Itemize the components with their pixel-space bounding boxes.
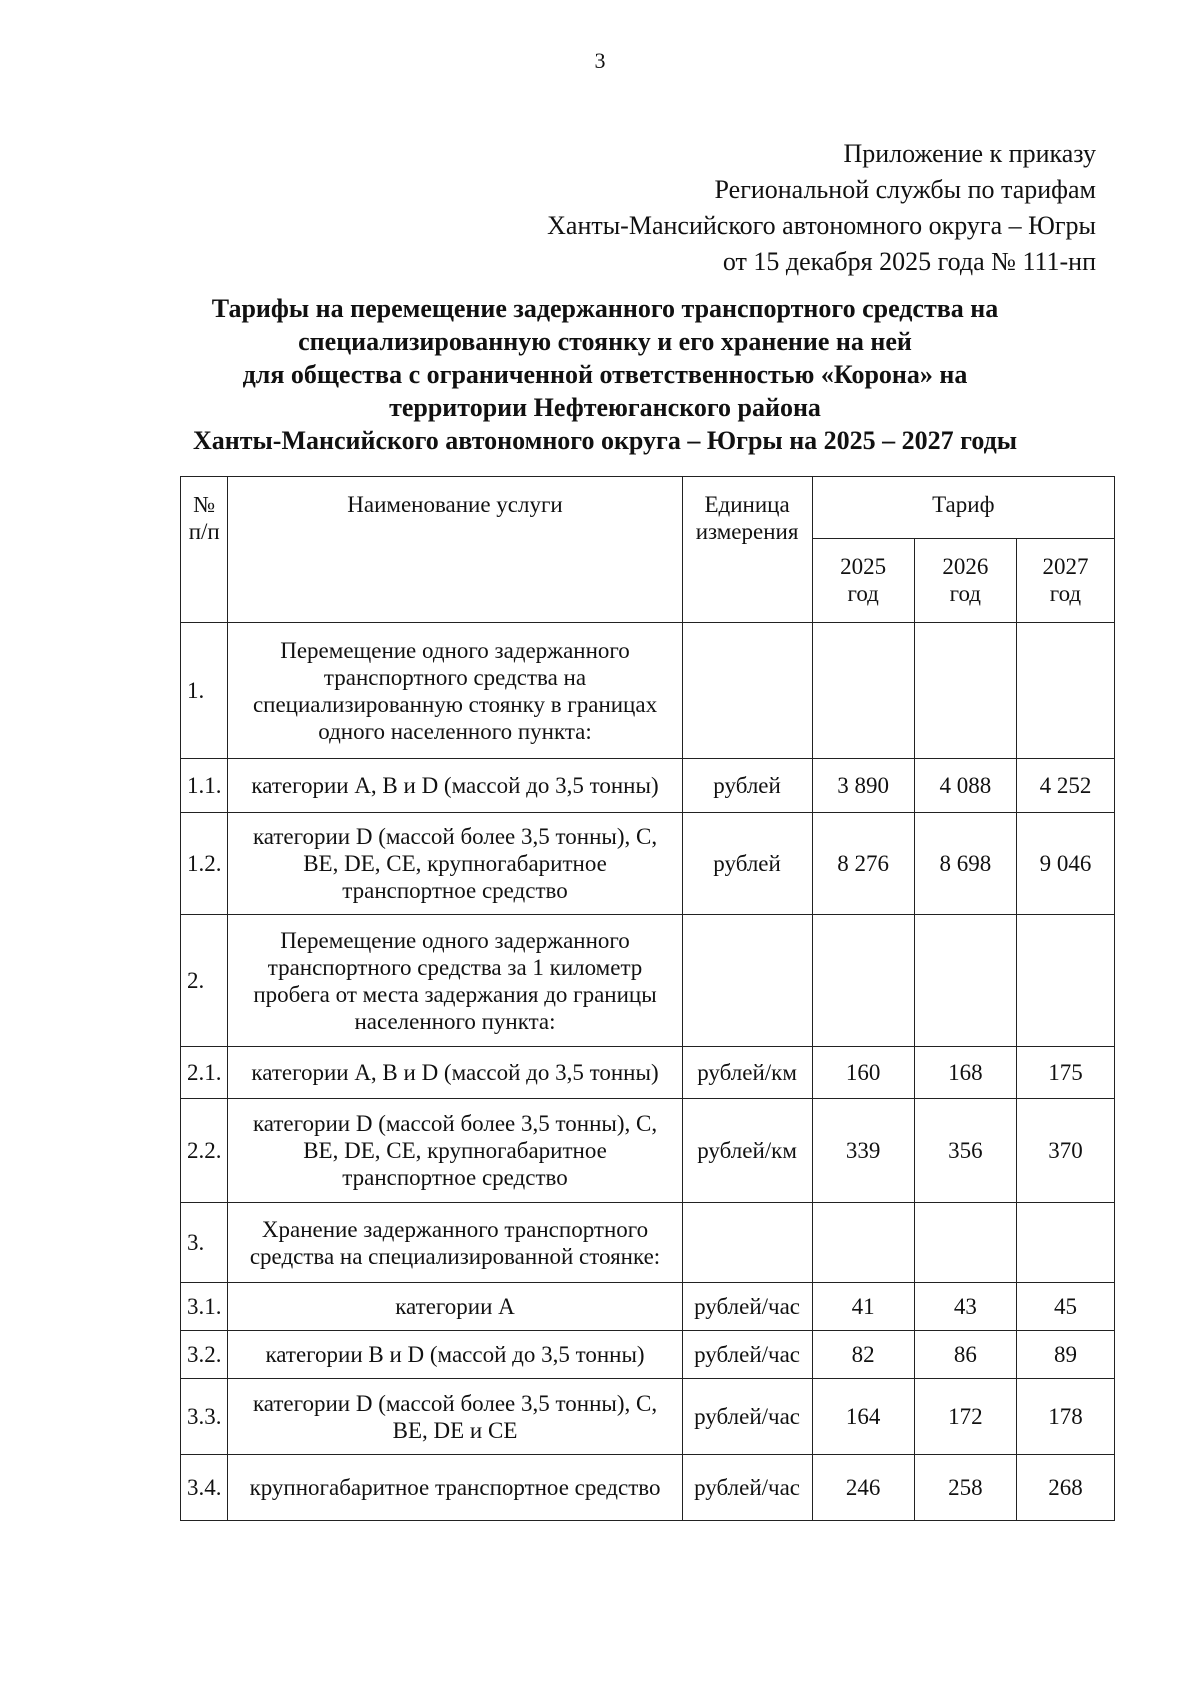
row-value-2027: 268 bbox=[1016, 1455, 1114, 1521]
row-value-2026: 8 698 bbox=[914, 813, 1016, 915]
row-unit: рублей bbox=[682, 759, 812, 813]
row-unit: рублей/час bbox=[682, 1455, 812, 1521]
table-row bbox=[181, 1331, 1115, 1379]
row-unit: рублей/час bbox=[682, 1379, 812, 1455]
appendix-block bbox=[547, 136, 1096, 280]
row-name: категории D (массой более 3,5 тонны), C, BE, DE, CE, крупногабаритное транспортное средство bbox=[228, 1099, 682, 1203]
row-value-2027: 89 bbox=[1016, 1331, 1114, 1379]
appendix-line: Ханты-Мансийского автономного округа – Югры bbox=[547, 211, 1096, 240]
row-num: 2.2. bbox=[181, 1099, 228, 1203]
row-value-2025: 3 890 bbox=[812, 759, 914, 813]
header-tariff: Тариф bbox=[812, 477, 1114, 539]
row-value-2025: 41 bbox=[812, 1283, 914, 1331]
row-name: категории A, B и D (массой до 3,5 тонны) bbox=[228, 759, 682, 813]
row-unit: рублей bbox=[682, 813, 812, 915]
row-value-2025 bbox=[812, 623, 914, 759]
table-row bbox=[181, 1203, 1115, 1283]
header-unit bbox=[682, 477, 812, 623]
row-unit bbox=[682, 623, 812, 759]
row-num: 2. bbox=[181, 915, 228, 1047]
row-value-2027: 175 bbox=[1016, 1047, 1114, 1099]
header-unit-line: измерения bbox=[695, 519, 799, 544]
row-value-2026 bbox=[914, 1203, 1016, 1283]
header-num-line: п/п bbox=[188, 519, 220, 544]
year-word: год bbox=[847, 581, 879, 606]
row-value-2026: 4 088 bbox=[914, 759, 1016, 813]
row-name: категории D (массой более 3,5 тонны), C, BE, DE, CE, крупногабаритное транспортное средство bbox=[228, 813, 682, 915]
row-value-2025: 160 bbox=[812, 1047, 914, 1099]
row-value-2027: 9 046 bbox=[1016, 813, 1114, 915]
row-value-2026: 172 bbox=[914, 1379, 1016, 1455]
table-row bbox=[181, 1283, 1115, 1331]
row-num: 1.2. bbox=[181, 813, 228, 915]
row-value-2026 bbox=[914, 623, 1016, 759]
appendix-line: от 15 декабря 2025 года № 111-нп bbox=[722, 247, 1096, 276]
row-unit bbox=[682, 1203, 812, 1283]
row-value-2025 bbox=[812, 915, 914, 1047]
row-value-2027: 178 bbox=[1016, 1379, 1114, 1455]
row-name: Перемещение одного задержанного транспортного средства на специализированную стоянку в границах одного населенного пункта: bbox=[228, 623, 682, 759]
table-row bbox=[181, 813, 1115, 915]
row-value-2026: 168 bbox=[914, 1047, 1016, 1099]
row-unit: рублей/час bbox=[682, 1283, 812, 1331]
row-num: 3.4. bbox=[181, 1455, 228, 1521]
table-header-row bbox=[181, 477, 1115, 539]
table-row bbox=[181, 623, 1115, 759]
row-name: Хранение задержанного транспортного средства на специализированной стоянке: bbox=[228, 1203, 682, 1283]
row-num: 3.3. bbox=[181, 1379, 228, 1455]
table-row bbox=[181, 915, 1115, 1047]
table-row bbox=[181, 759, 1115, 813]
row-value-2027 bbox=[1016, 1203, 1114, 1283]
title-line: для общества с ограниченной ответственностью «Корона» на bbox=[242, 360, 968, 389]
row-value-2026: 356 bbox=[914, 1099, 1016, 1203]
year-value: 2027 bbox=[1042, 554, 1089, 579]
row-value-2026: 86 bbox=[914, 1331, 1016, 1379]
header-year bbox=[1016, 539, 1114, 623]
row-num: 1.1. bbox=[181, 759, 228, 813]
document-title bbox=[150, 292, 1060, 457]
row-value-2027: 370 bbox=[1016, 1099, 1114, 1203]
title-line: Тарифы на перемещение задержанного транспортного средства на bbox=[211, 294, 999, 323]
page-number: 3 bbox=[594, 48, 606, 73]
tariff-table bbox=[180, 476, 1115, 1521]
row-value-2025 bbox=[812, 1203, 914, 1283]
row-unit: рублей/км bbox=[682, 1047, 812, 1099]
year-value: 2025 bbox=[840, 554, 887, 579]
year-word: год bbox=[949, 581, 982, 606]
row-value-2027: 4 252 bbox=[1016, 759, 1114, 813]
row-value-2026: 43 bbox=[914, 1283, 1016, 1331]
row-value-2027 bbox=[1016, 915, 1114, 1047]
row-num: 3.1. bbox=[181, 1283, 228, 1331]
appendix-line: Региональной службы по тарифам bbox=[714, 175, 1096, 204]
row-num: 3. bbox=[181, 1203, 228, 1283]
table-row bbox=[181, 1047, 1115, 1099]
header-year bbox=[812, 539, 914, 623]
row-value-2026 bbox=[914, 915, 1016, 1047]
row-value-2026: 258 bbox=[914, 1455, 1016, 1521]
header-num-line: № bbox=[193, 492, 216, 517]
header-num bbox=[181, 477, 228, 623]
row-value-2025: 8 276 bbox=[812, 813, 914, 915]
title-line: территории Нефтеюганского района bbox=[389, 393, 821, 422]
row-unit bbox=[682, 915, 812, 1047]
row-value-2025: 339 bbox=[812, 1099, 914, 1203]
year-word: год bbox=[1049, 581, 1082, 606]
row-value-2025: 246 bbox=[812, 1455, 914, 1521]
header-name: Наименование услуги bbox=[228, 477, 682, 623]
row-num: 2.1. bbox=[181, 1047, 228, 1099]
row-name: категории B и D (массой до 3,5 тонны) bbox=[228, 1331, 682, 1379]
row-unit: рублей/км bbox=[682, 1099, 812, 1203]
row-name: категории D (массой более 3,5 тонны), C, BE, DE и CE bbox=[228, 1379, 682, 1455]
year-value: 2026 bbox=[942, 554, 989, 579]
row-value-2025: 82 bbox=[812, 1331, 914, 1379]
row-value-2027 bbox=[1016, 623, 1114, 759]
table-row bbox=[181, 1379, 1115, 1455]
row-name: категории A, B и D (массой до 3,5 тонны) bbox=[228, 1047, 682, 1099]
header-unit-line: Единица bbox=[704, 492, 790, 517]
row-name: крупногабаритное транспортное средство bbox=[228, 1455, 682, 1521]
table-row bbox=[181, 1099, 1115, 1203]
row-value-2025: 164 bbox=[812, 1379, 914, 1455]
row-name: категории A bbox=[228, 1283, 682, 1331]
title-line: Ханты-Мансийского автономного округа – Югры на 2025 – 2027 годы bbox=[192, 426, 1018, 455]
row-value-2027: 45 bbox=[1016, 1283, 1114, 1331]
row-num: 1. bbox=[181, 623, 228, 759]
row-name: Перемещение одного задержанного транспортного средства за 1 километр пробега от места задержания до границы населенного пункта: bbox=[228, 915, 682, 1047]
header-year bbox=[914, 539, 1016, 623]
appendix-line: Приложение к приказу bbox=[843, 139, 1096, 168]
title-line: специализированную стоянку и его хранение на ней bbox=[298, 327, 912, 356]
row-unit: рублей/час bbox=[682, 1331, 812, 1379]
table-row bbox=[181, 1455, 1115, 1521]
row-num: 3.2. bbox=[181, 1331, 228, 1379]
